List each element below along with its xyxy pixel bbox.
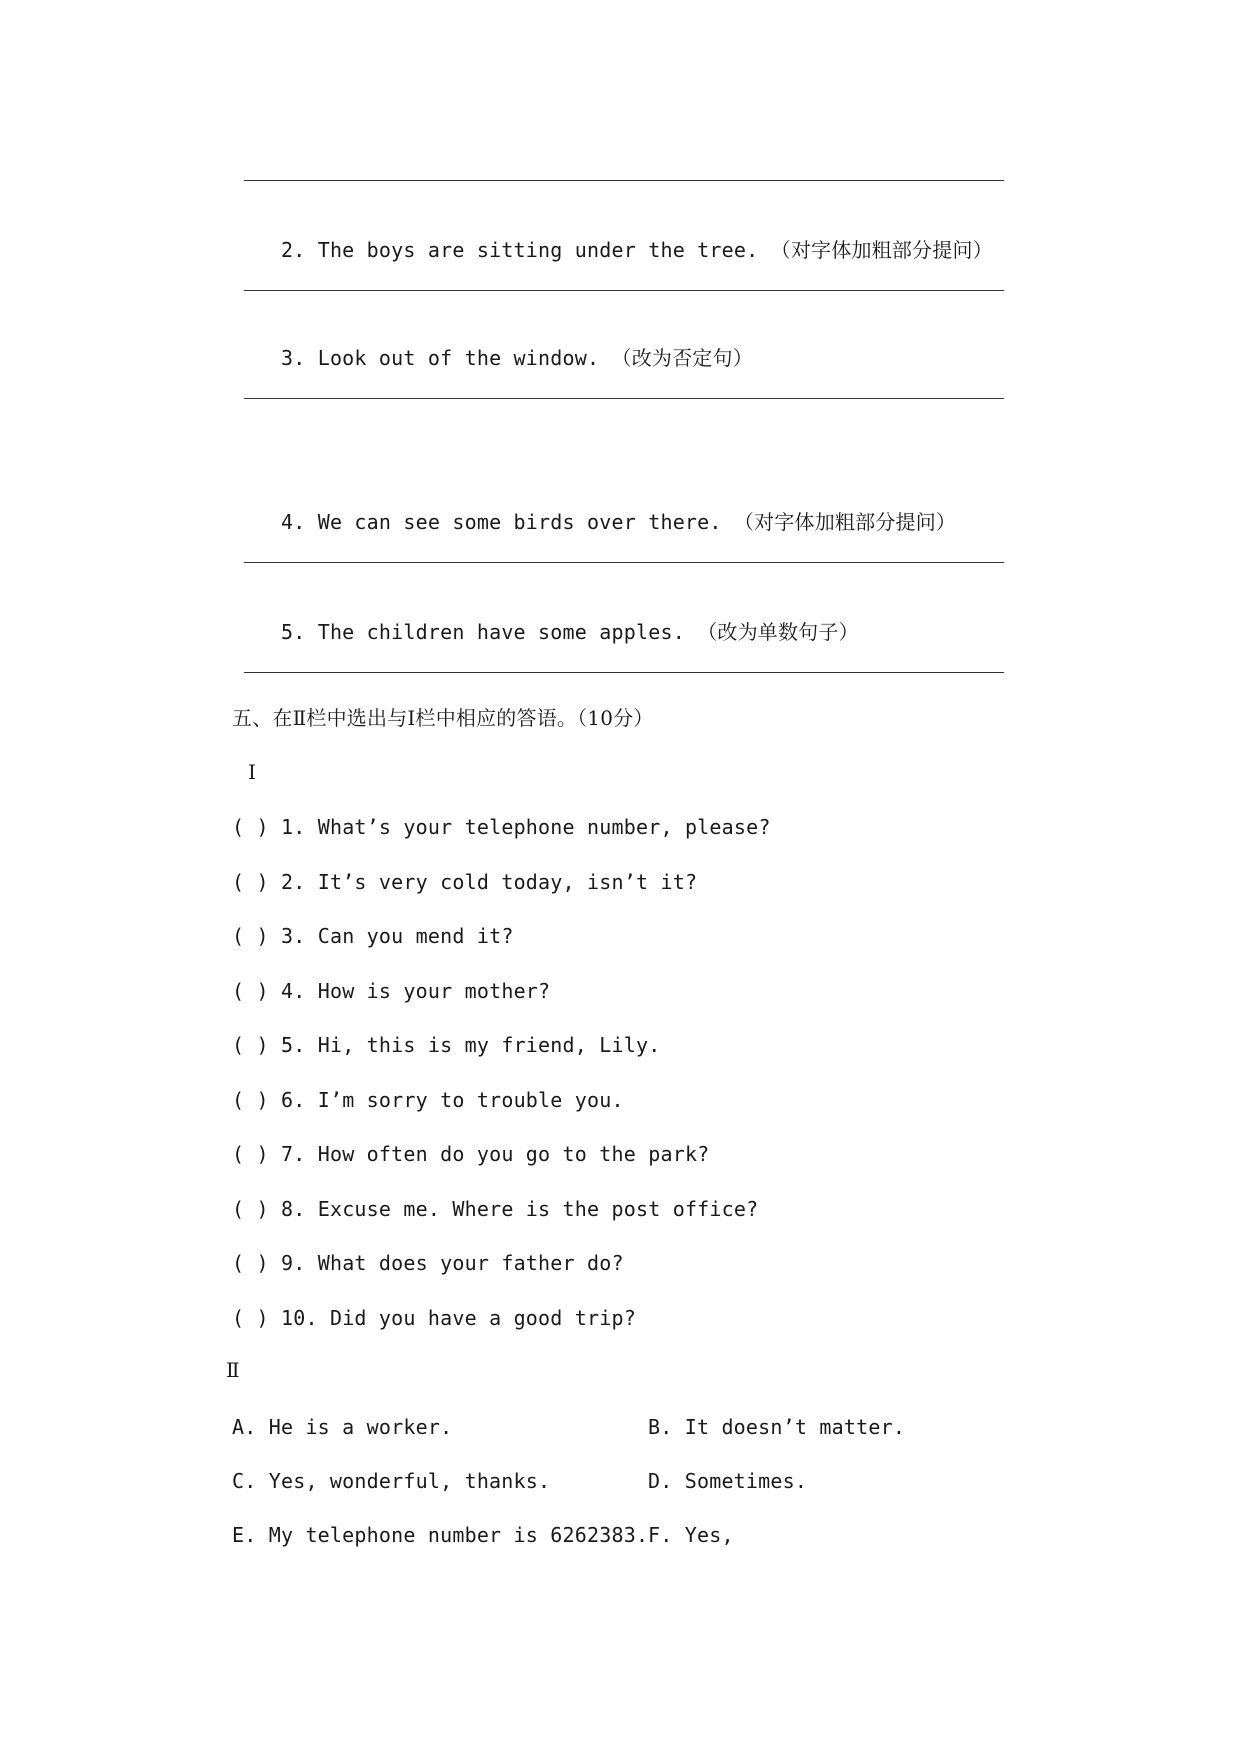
matching-question bbox=[232, 1251, 624, 1275]
column-label-ii: Ⅱ bbox=[226, 1358, 240, 1382]
rewrite-item-2 bbox=[232, 214, 993, 286]
question-text: 5. Hi, this is my friend, Lily. bbox=[280, 1033, 661, 1057]
answer-bracket[interactable]: ( ) bbox=[232, 1033, 269, 1057]
answer-option: E. My telephone number is 6262383. bbox=[232, 1523, 649, 1547]
matching-question bbox=[232, 1142, 709, 1166]
answer-option: D. Sometimes. bbox=[648, 1469, 808, 1493]
answer-line bbox=[244, 290, 1004, 291]
answer-bracket[interactable]: ( ) bbox=[232, 1088, 269, 1112]
question-text: 7. How often do you go to the park? bbox=[280, 1142, 710, 1166]
answer-bracket[interactable]: ( ) bbox=[232, 815, 269, 839]
question-text: 10. Did you have a good trip? bbox=[280, 1306, 636, 1330]
item-instruction: （改为单数句子） bbox=[697, 620, 859, 644]
answer-line bbox=[244, 180, 1004, 181]
matching-question bbox=[232, 870, 697, 894]
question-text: 8. Excuse me. Where is the post office? bbox=[280, 1197, 759, 1221]
item-number: 5. bbox=[280, 620, 306, 644]
answer-bracket[interactable]: ( ) bbox=[232, 870, 269, 894]
item-text: The boys are sitting under the tree. bbox=[317, 238, 759, 262]
question-text: 3. Can you mend it? bbox=[280, 924, 514, 948]
matching-question bbox=[232, 979, 550, 1003]
answer-line bbox=[244, 398, 1004, 399]
answer-bracket[interactable]: ( ) bbox=[232, 1197, 269, 1221]
matching-question bbox=[232, 1197, 758, 1221]
rewrite-item-4 bbox=[232, 486, 956, 558]
rewrite-item-3 bbox=[232, 322, 753, 394]
answer-bracket[interactable]: ( ) bbox=[232, 1142, 269, 1166]
item-instruction: （改为否定句） bbox=[611, 346, 753, 370]
column-label-i: Ⅰ bbox=[248, 760, 257, 784]
answer-option: C. Yes, wonderful, thanks. bbox=[232, 1469, 551, 1493]
question-text: 4. How is your mother? bbox=[280, 979, 551, 1003]
item-number: 3. bbox=[280, 346, 306, 370]
question-text: 9. What does your father do? bbox=[280, 1251, 624, 1275]
matching-question bbox=[232, 924, 514, 948]
answer-bracket[interactable]: ( ) bbox=[232, 924, 269, 948]
item-instruction: （对字体加粗部分提问） bbox=[733, 510, 957, 534]
answer-bracket[interactable]: ( ) bbox=[232, 979, 269, 1003]
item-number: 4. bbox=[280, 510, 306, 534]
answer-line bbox=[244, 562, 1004, 563]
question-text: 1. What’s your telephone number, please? bbox=[280, 815, 771, 839]
answer-option: F. Yes, bbox=[648, 1523, 734, 1547]
matching-question bbox=[232, 1306, 636, 1330]
item-number: 2. bbox=[280, 238, 306, 262]
answer-bracket[interactable]: ( ) bbox=[232, 1251, 269, 1275]
answer-line bbox=[244, 672, 1004, 673]
answer-bracket[interactable]: ( ) bbox=[232, 1306, 269, 1330]
question-text: 2. It’s very cold today, isn’t it? bbox=[280, 870, 698, 894]
section-title: 五、在Ⅱ栏中选出与Ⅰ栏中相应的答语。（10分） bbox=[232, 706, 654, 730]
answer-option: A. He is a worker. bbox=[232, 1415, 453, 1439]
matching-question bbox=[232, 815, 771, 839]
item-instruction: （对字体加粗部分提问） bbox=[770, 238, 993, 262]
item-text: Look out of the window. bbox=[317, 346, 600, 370]
matching-question bbox=[232, 1033, 660, 1057]
item-text: We can see some birds over there. bbox=[317, 510, 722, 534]
item-text: The children have some apples. bbox=[317, 620, 685, 644]
answer-option: B. It doesn’t matter. bbox=[648, 1415, 906, 1439]
question-text: 6. I’m sorry to trouble you. bbox=[280, 1088, 624, 1112]
rewrite-item-5 bbox=[232, 596, 859, 668]
matching-question bbox=[232, 1088, 624, 1112]
